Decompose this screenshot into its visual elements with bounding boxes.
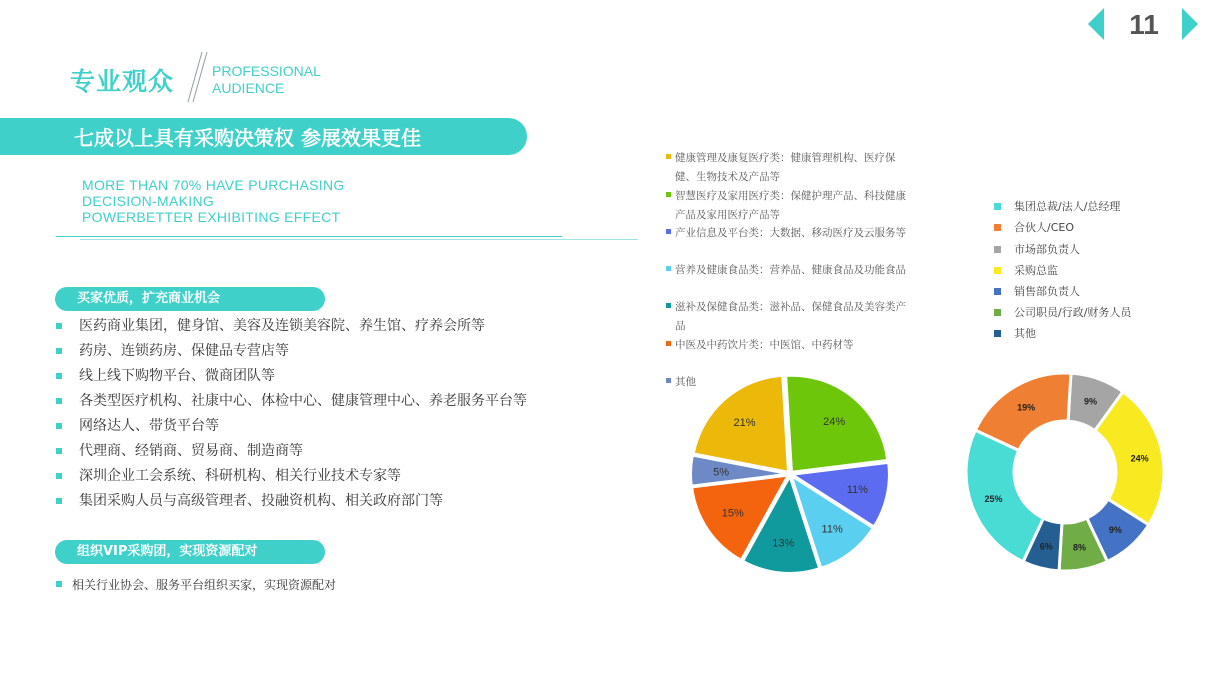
list-item-text: 深圳企业工会系统、科研机构、相关行业技术专家等 [79, 468, 401, 484]
legend-swatch [994, 330, 1001, 337]
divider-line [80, 239, 638, 240]
slice-data-label: 5% [713, 466, 729, 479]
legend-swatch [666, 229, 671, 234]
list-item [55, 414, 527, 439]
buyers-heading: 买家优质，扩充商业机会 [55, 287, 325, 311]
legend-label: 品 [675, 320, 686, 332]
slice-data-label: 11% [821, 523, 843, 536]
headline: 七成以上具有采购决策权 参展效果更佳 [74, 126, 421, 150]
legend-swatch [994, 224, 1001, 231]
section-title: 专业观众 [70, 67, 175, 96]
visitor-position-donut-chart [958, 368, 1172, 578]
legend-label: 中医及中药饮片类：中医馆、中药材等 [675, 339, 854, 351]
list-item [55, 339, 527, 364]
section-title-en-line1: PROFESSIONAL [212, 63, 321, 79]
legend-swatch [666, 154, 671, 159]
legend-swatch [994, 288, 1001, 295]
legend-label: 公司职员/行政/财务人员 [1014, 306, 1132, 319]
list-item [55, 573, 336, 598]
slice-data-label: 25% [984, 493, 1003, 504]
list-item-text: 线上线下购物平台、微商团队等 [79, 368, 275, 384]
legend-label: 合伙人/CEO [1014, 221, 1074, 234]
subtitle-en-line3: POWERBETTER EXHIBITING EFFECT [82, 209, 341, 225]
section-title-en [212, 63, 321, 97]
subtitle-en-line1: MORE THAN 70% HAVE PURCHASING [82, 177, 345, 193]
legend-item [994, 243, 1080, 256]
list-item [55, 464, 527, 489]
list-item-text: 相关行业协会、服务平台组织买家，实现资源配对 [72, 578, 337, 592]
legend-swatch [994, 203, 1001, 210]
legend-swatch [994, 267, 1001, 274]
vip-heading: 组织VIP采购团，实现资源配对 [55, 540, 325, 564]
legend-item [994, 221, 1074, 234]
legend-label: 健、生物技术及产品等 [675, 171, 780, 183]
bullet-square-icon [56, 498, 62, 504]
legend-label: 产品及家用医疗产品等 [675, 209, 780, 221]
legend-label: 营养及健康食品类：营养品、健康食品及功能食品 [675, 264, 906, 276]
legend-label: 销售部负责人 [1014, 285, 1080, 298]
subtitle-en-line2: DECISION-MAKING [82, 193, 215, 209]
legend-item [666, 149, 928, 187]
legend-label: 滋补及保健食品类：滋补品、保健食品及美容类产 [675, 301, 906, 313]
legend-swatch [666, 266, 671, 271]
slice-data-label: 21% [733, 417, 756, 430]
legend-item [666, 336, 928, 355]
bullet-square-icon [56, 473, 62, 479]
vip-list [55, 573, 336, 598]
bullet-square-icon [56, 581, 62, 587]
slice-data-label: 11% [846, 484, 868, 497]
list-item [55, 389, 527, 414]
bullet-square-icon [56, 348, 62, 354]
legend-item [994, 306, 1131, 319]
section-title-en-line2: AUDIENCE [212, 80, 285, 96]
legend-label: 集团总裁/法人/总经理 [1014, 200, 1121, 213]
bullet-square-icon [56, 373, 62, 379]
legend-item [994, 200, 1120, 213]
bullet-square-icon [56, 448, 62, 454]
slice-data-label: 19% [1017, 402, 1036, 413]
legend-item [666, 224, 928, 243]
legend-label: 采购总监 [1014, 264, 1058, 277]
exhibitor-category-pie-chart [680, 366, 900, 582]
legend-item [666, 187, 928, 225]
legend-item [666, 261, 928, 280]
next-page-arrow-icon[interactable] [1182, 8, 1198, 40]
slice-data-label: 24% [823, 415, 846, 428]
legend-item [994, 264, 1058, 277]
legend-swatch [666, 303, 671, 308]
pie-slice [966, 430, 1043, 562]
list-item-text: 药房、连锁药房、保健品专营店等 [79, 343, 289, 359]
bullet-square-icon [56, 323, 62, 329]
buyers-list [55, 314, 527, 514]
slice-data-label: 24% [1130, 453, 1149, 464]
legend-label: 健康管理及康复医疗类：健康管理机构、医疗保 [675, 152, 896, 164]
list-item-text: 医药商业集团，健身馆、美容及连锁美容院、养生馆、疗养会所等 [79, 318, 485, 334]
legend-swatch [994, 309, 1001, 316]
list-item [55, 364, 527, 389]
legend-label: 其他 [675, 376, 696, 388]
slice-data-label: 6% [1039, 541, 1053, 552]
legend-swatch [666, 192, 671, 197]
slice-data-label: 9% [1108, 524, 1122, 535]
list-item [55, 314, 527, 339]
legend-label: 智慧医疗及家用医疗类：保健护理产品、科技健康 [675, 190, 906, 202]
slice-data-label: 13% [772, 537, 795, 550]
legend-swatch [994, 246, 1001, 253]
list-item-text: 集团采购人员与高级管理者、投融资机构、相关政府部门等 [79, 493, 443, 509]
bullet-square-icon [56, 423, 62, 429]
slice-data-label: 9% [1084, 396, 1098, 407]
list-item-text: 各类型医疗机构、社康中心、体检中心、健康管理中心、养老服务平台等 [79, 393, 527, 409]
legend-label: 市场部负责人 [1014, 243, 1080, 256]
page-number: 11 [1129, 9, 1159, 40]
legend-item [994, 327, 1036, 340]
legend-swatch [666, 378, 671, 383]
slice-data-label: 8% [1072, 542, 1086, 553]
list-item-text: 网络达人、带货平台等 [79, 418, 219, 434]
legend-item [666, 298, 928, 336]
bullet-square-icon [56, 398, 62, 404]
legend-swatch [666, 341, 671, 346]
slice-data-label: 15% [721, 507, 744, 520]
prev-page-arrow-icon[interactable] [1088, 8, 1104, 40]
title-divider-slash [184, 50, 208, 104]
legend-item [994, 285, 1080, 298]
list-item-text: 代理商、经销商、贸易商、制造商等 [79, 443, 303, 459]
list-item [55, 439, 527, 464]
divider-line [56, 236, 562, 237]
list-item [55, 489, 527, 514]
legend-label: 产业信息及平台类：大数据、移动医疗及云服务等 [675, 227, 906, 239]
legend-label: 其他 [1014, 327, 1036, 340]
